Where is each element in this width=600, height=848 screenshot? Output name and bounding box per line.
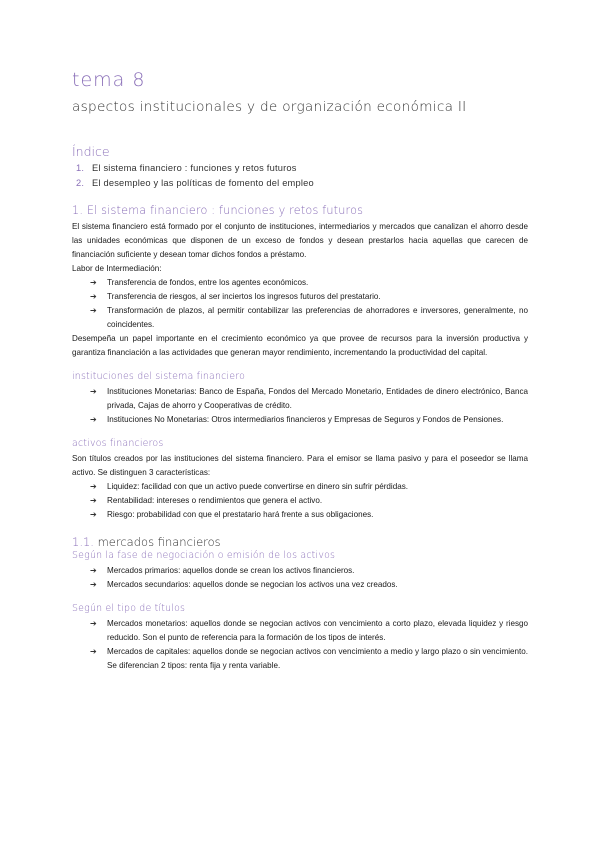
toc-number: 2. — [76, 178, 85, 188]
list-item — [90, 494, 528, 508]
toc-item — [72, 176, 528, 191]
arrow-icon: ➔ — [90, 292, 97, 301]
list-item-text: Transferencia de fondos, entre los agentes económicos. — [107, 278, 309, 287]
list-item-text: Riesgo: probabilidad con que el prestatario hará frente a sus obligaciones. — [107, 510, 374, 519]
list-item-text: Instituciones Monetarias: Banco de España, Fondos del Mercado Monetario, Entidades de dinero electrónico, Banca privada, Cajas de ahorro y Cooperativas de crédito. — [107, 387, 528, 410]
arrow-icon: ➔ — [90, 415, 97, 424]
subsection-heading: Según el tipo de títulos — [72, 603, 186, 614]
subsection-heading: activos financieros — [72, 438, 164, 449]
toc-number: 1. — [76, 163, 85, 173]
list-item-text: Mercados secundarios: aquellos donde se negocian los activos una vez creados. — [107, 580, 398, 589]
bullet-list — [72, 564, 528, 592]
list-item — [90, 413, 528, 427]
arrow-icon: ➔ — [90, 482, 97, 491]
section-heading — [72, 535, 528, 549]
subsection-heading: instituciones del sistema financiero — [72, 371, 246, 382]
toc-label: El sistema financiero : funciones y retos futuros — [92, 163, 297, 173]
arrow-icon: ➔ — [90, 387, 97, 396]
arrow-icon: ➔ — [90, 647, 97, 656]
bullet-list — [72, 385, 528, 427]
list-item — [90, 385, 528, 413]
table-of-contents — [72, 161, 528, 191]
arrow-icon: ➔ — [90, 278, 97, 287]
subsection-heading: Según la fase de negociación o emisión de los activos — [72, 550, 336, 561]
list-item — [90, 480, 528, 494]
list-item — [90, 645, 528, 673]
arrow-icon: ➔ — [90, 619, 97, 628]
list-item — [90, 578, 528, 592]
arrow-icon: ➔ — [90, 496, 97, 505]
index-heading: Índice — [72, 144, 110, 159]
list-item — [90, 276, 528, 290]
paragraph-label: Labor de Intermediación: — [72, 264, 162, 273]
list-item-text: Transformación de plazos, al permitir contabilizar las preferencias de ahorradores e inversores, generalmente, no coincidentes. — [107, 306, 528, 329]
toc-item — [72, 161, 528, 176]
list-item — [90, 304, 528, 332]
toc-label: El desempleo y las políticas de fomento del empleo — [92, 178, 314, 188]
arrow-icon: ➔ — [90, 566, 97, 575]
list-item-text: Transferencia de riesgos, al ser inciertos los ingresos futuros del prestatario. — [107, 292, 381, 301]
arrow-icon: ➔ — [90, 306, 97, 315]
list-item — [90, 617, 528, 645]
paragraph: El sistema financiero está formado por el conjunto de instituciones, intermediarios y mercados que canalizan el ahorro desde las unidades económicas que disponen de un exceso de fondos y desean prestarlos hacia aquellas que carecen de financiación suficiente y desean tomar dichos fondos a préstamo. — [72, 222, 528, 259]
bullet-list — [72, 480, 528, 522]
list-item-text: Mercados de capitales: aquellos donde se negocian activos con vencimiento a medio y largo plazo o sin vencimiento. Se diferencian 2 tipos: renta fija y renta variable. — [107, 647, 528, 670]
list-item — [90, 564, 528, 578]
list-item-text: Liquidez: facilidad con que un activo puede convertirse en dinero sin sufrir pérdidas. — [107, 482, 408, 491]
list-item — [90, 290, 528, 304]
document-subtitle: aspectos institucionales y de organización económica II — [72, 99, 467, 115]
arrow-icon: ➔ — [90, 510, 97, 519]
list-item-text: Mercados monetarios: aquellos donde se negocian activos con vencimiento a corto plazo, elevada liquidez y riesgo reducido. Son el punto de referencia para la formación de los tipos de interés. — [107, 619, 528, 642]
section-title: mercados financieros — [97, 535, 221, 549]
section-number: 1.1. — [72, 535, 94, 549]
bullet-list — [72, 617, 528, 673]
list-item — [90, 508, 528, 522]
bullet-list — [72, 276, 528, 332]
document-title: tema 8 — [72, 69, 146, 91]
list-item-text: Mercados primarios: aquellos donde se crean los activos financieros. — [107, 566, 355, 575]
document-page — [72, 68, 528, 673]
section-heading: 1. El sistema financiero : funciones y retos futuros — [72, 204, 364, 217]
paragraph: Son títulos creados por las instituciones del sistema financiero. Para el emisor se llama pasivo y para el poseedor se llama activo. Se distinguen 3 características: — [72, 454, 528, 477]
paragraph: Desempeña un papel importante en el crecimiento económico ya que provee de recursos para la inversión productiva y garantiza financiación a las actividades que generan mayor rendimiento, incrementando la productividad del capital. — [72, 334, 528, 357]
arrow-icon: ➔ — [90, 580, 97, 589]
list-item-text: Instituciones No Monetarias: Otros intermediarios financieros y Empresas de Seguros y Fondos de Pensiones. — [107, 415, 504, 424]
list-item-text: Rentabilidad: intereses o rendimientos que genera el activo. — [107, 496, 323, 505]
